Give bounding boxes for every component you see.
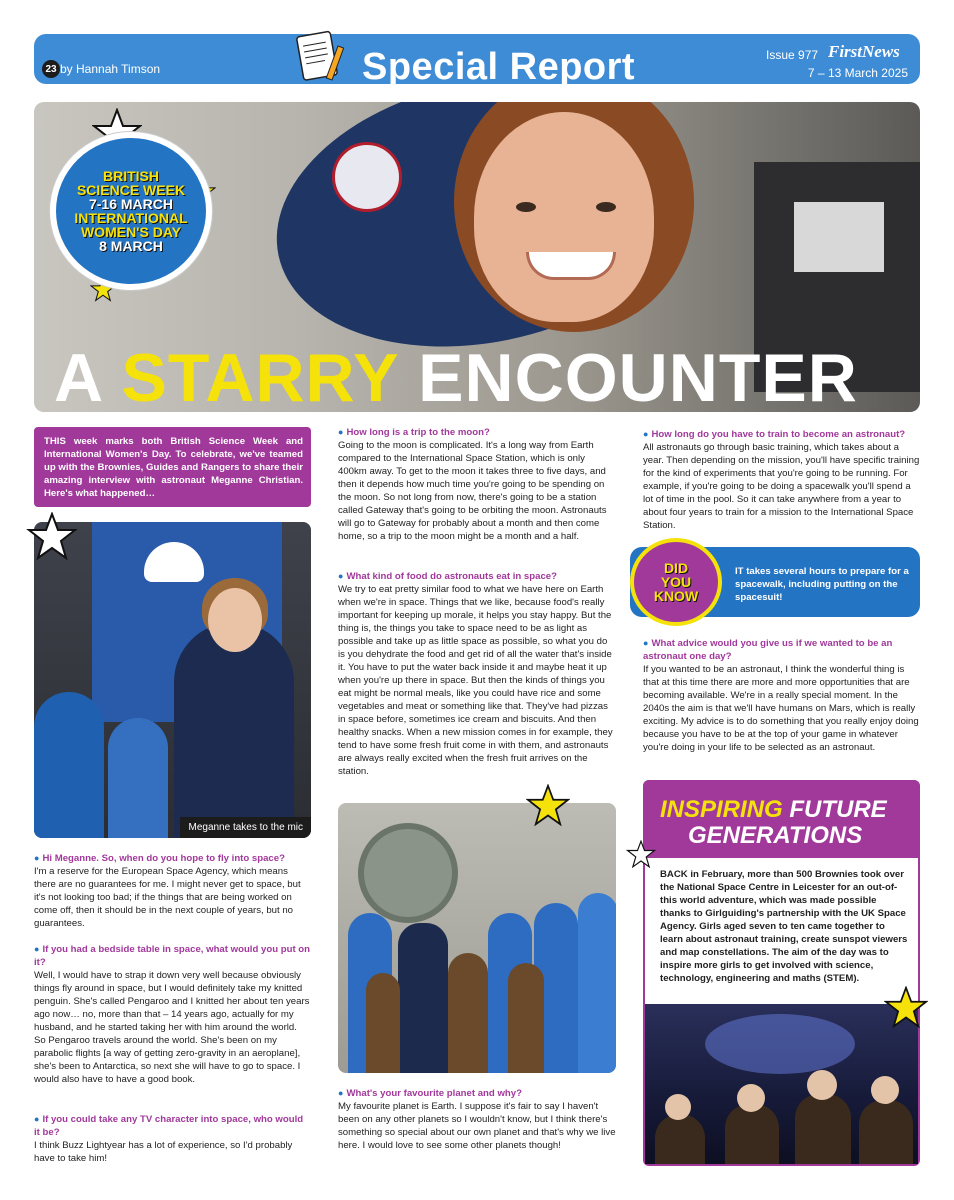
badge-line: DID: [663, 560, 689, 576]
audience-member: [108, 718, 168, 838]
question: ● If you had a bedside table in space, what would you put on it?: [34, 943, 311, 969]
child: [725, 1104, 779, 1164]
answer: I'm a reserve for the European Space Agency, which means there are no guarantees for me. I might never get to space, but it's not looking too bad; if the things that are being worked on come off, then it should be in the next couple of years, but no guarantees.: [34, 866, 301, 929]
brownie: [508, 963, 544, 1073]
meganne-photo: [34, 522, 311, 838]
audience-member: [34, 692, 104, 838]
inspiring-title: [660, 796, 887, 824]
intro-box: THIS week marks both British Science Week and International Women's Day. To celebrate, we've teamed up with the Brownies, Guides and Rangers to share their amazing interview with astronaut Meganne Christian. Here's what happened…: [34, 427, 311, 507]
headline-part2: ENCOUNTER: [398, 340, 858, 412]
question: ● What's your favourite planet and why?: [338, 1087, 616, 1100]
headline: [54, 340, 858, 412]
guide: [578, 893, 616, 1073]
qa-block: [34, 1113, 311, 1165]
qa-block: [338, 1087, 616, 1152]
question: ● Hi Meganne. So, when do you hope to fly into space?: [34, 852, 311, 865]
badge-line: 8 MARCH: [99, 238, 163, 254]
brownies-group-photo: [338, 803, 616, 1073]
answer: Well, I would have to strap it down very well because obviously things fly around in space, but I would definitely take my knitted penguin. She's called Pengaroo and I knitted her about ten years ago now… no, more than that – 14 years ago, actually for my husband, and he started taking her with him around the world. So Pengaroo travels around the world. She's been on my parabolic flights [a way of getting zero-gravity in an aeroplane], she's been to Antarctica, so next she will have to go to space. I would also have to have a good book.: [34, 970, 310, 1085]
page-number: 23: [42, 60, 60, 78]
qa-block: [643, 428, 921, 532]
did-you-know-badge: [630, 538, 722, 626]
astronaut: [398, 923, 448, 1073]
brownie: [366, 973, 400, 1073]
child: [655, 1114, 705, 1164]
spacecraft-hatch: [358, 823, 458, 923]
dome-projection: [705, 1014, 855, 1074]
planetarium-photo: [645, 1004, 918, 1164]
section-title: Special Report: [362, 46, 636, 88]
question: ● How long is a trip to the moon?: [338, 426, 616, 439]
byline: by Hannah Timson: [60, 62, 161, 76]
badge-line: KNOW: [653, 588, 699, 604]
qa-block: [34, 852, 311, 930]
badge-line: WOMEN'S DAY: [80, 224, 182, 240]
speaker-face: [208, 588, 262, 652]
smile: [526, 252, 616, 280]
question: ● What advice would you give us if we wanted to be an astronaut one day?: [643, 637, 921, 663]
astronaut-face: [474, 112, 654, 322]
badge-line: 7-16 MARCH: [88, 196, 173, 212]
mission-patch: [332, 142, 402, 212]
child-face: [737, 1084, 765, 1112]
qa-block: [338, 570, 616, 778]
badge-line: SCIENCE WEEK: [76, 182, 186, 198]
badge-line: YOU: [660, 574, 692, 590]
page-header: [34, 34, 920, 88]
star-icon: [526, 784, 570, 826]
child-face: [665, 1094, 691, 1120]
inspiring-title-rest: FUTURE: [782, 796, 887, 823]
inspiring-title-highlight: INSPIRING: [660, 796, 783, 823]
headline-part1: A: [54, 340, 122, 412]
star-icon: [884, 986, 928, 1028]
answer: My favourite planet is Earth. I suppose it's fair to say I haven't been on any other planets so I wouldn't know, but I think there's something so special about our own planet and that's why we live here. I would love to see some other planets though!: [338, 1101, 616, 1151]
child-face: [807, 1070, 837, 1100]
eye: [596, 202, 616, 212]
qa-block: [34, 943, 311, 1086]
headline-highlight: STARRY: [121, 340, 399, 412]
badge-line: BRITISH: [103, 168, 159, 184]
eye: [516, 202, 536, 212]
inspiring-title-line2: GENERATIONS: [688, 822, 863, 849]
answer: We try to eat pretty similar food to what we have here on Earth when we're in space. Things that we like, because food's really important for keeping up morale, it helps you stay happy. But the thing is, the things you take to space need to be as light as possible and take up as little space as possible, so what you do is you dehydrate the food and get rid of all the water that's inside it. You have to put the water back inside it and maybe heat it up when you're up there in space. But then the kinds of things you eat might be normal meals, like you could have rice and some vegetables and meat or something like that. They've had pizzas in space before, sometimes ice cream and biscuits. And then healthy snacks. When a new mission comes in for example, they tend to have some fresh fruit come in with them, and astronauts are always really excited when the fresh fruit arrives on the station.: [338, 584, 613, 777]
inspiring-body: BACK in February, more than 500 Brownies took over the National Space Centre in Leicester for an out-of-this world adventure, which was made possible thanks to Girlguiding's partnership with the UK Space Agency. Girls aged seven to ten came together to learn about astronaut training, create sunspot viewers and map constellations. The aim of the day was to inspire more girls to get involved with science, technology, engineering and maths (STEM).: [660, 869, 908, 984]
question: ● How long do you have to train to become an astronaut?: [643, 428, 921, 441]
photo-caption: Meganne takes to the mic: [180, 817, 311, 838]
question: ● If you could take any TV character into space, who would it be?: [34, 1113, 311, 1139]
badge-line: INTERNATIONAL: [74, 210, 188, 226]
qa-block: [338, 426, 616, 543]
child: [859, 1100, 913, 1164]
child: [795, 1094, 851, 1164]
answer: If you wanted to be an astronaut, I think the wonderful thing is that at this time there are more and more opportunities that are becoming available. We're in a really special moment. In the 2040s the aim is that we'll have humans on Mars, which is really exciting. My advice is to do something that you really enjoy doing because you have to be at the top of your game in whatever you're doing in your life to be selected as an astronaut.: [643, 664, 919, 753]
event-badge: [50, 132, 212, 290]
star-icon: [26, 512, 78, 560]
star-icon: [626, 840, 656, 868]
qa-block: [643, 637, 921, 754]
speaker-jacket: [174, 622, 294, 838]
child-face: [871, 1076, 899, 1104]
did-you-know-text: IT takes several hours to prepare for a spacewalk, including putting on the spacesuit!: [735, 566, 909, 603]
question: ● What kind of food do astronauts eat in space?: [338, 570, 616, 583]
issue-number: Issue 977: [766, 48, 819, 62]
answer: All astronauts go through basic training, which takes about a year. Then depending on the mission, you'll have specific training for the kind of experiments that you're going to be running. For example, if you're going to be doing a spacewalk you'll spend a lot of time in the pool. So it can take anywhere from a year to about four years to train for a mission to the International Space Station.: [643, 442, 920, 531]
issue-dates: 7 – 13 March 2025: [807, 66, 908, 80]
brand-logo: FirstNews: [828, 42, 900, 61]
brownie: [448, 953, 488, 1073]
answer: Going to the moon is complicated. It's a long way from Earth compared to the International Space Station, which is only 400km away. To get to the moon it takes three to five days, and then it depends how much time you're going to be spending on the moon. So not long from now, there's going to be a station called Gateway that's going to be orbiting the moon. Astronauts will go to Gateway for probably about a month and then come home, so a trip to the moon might be a month and a half.: [338, 440, 607, 542]
answer: I think Buzz Lightyear has a lot of experience, so I'd probably have to take him!: [34, 1140, 293, 1164]
notepad-pencil-icon: [296, 28, 346, 88]
